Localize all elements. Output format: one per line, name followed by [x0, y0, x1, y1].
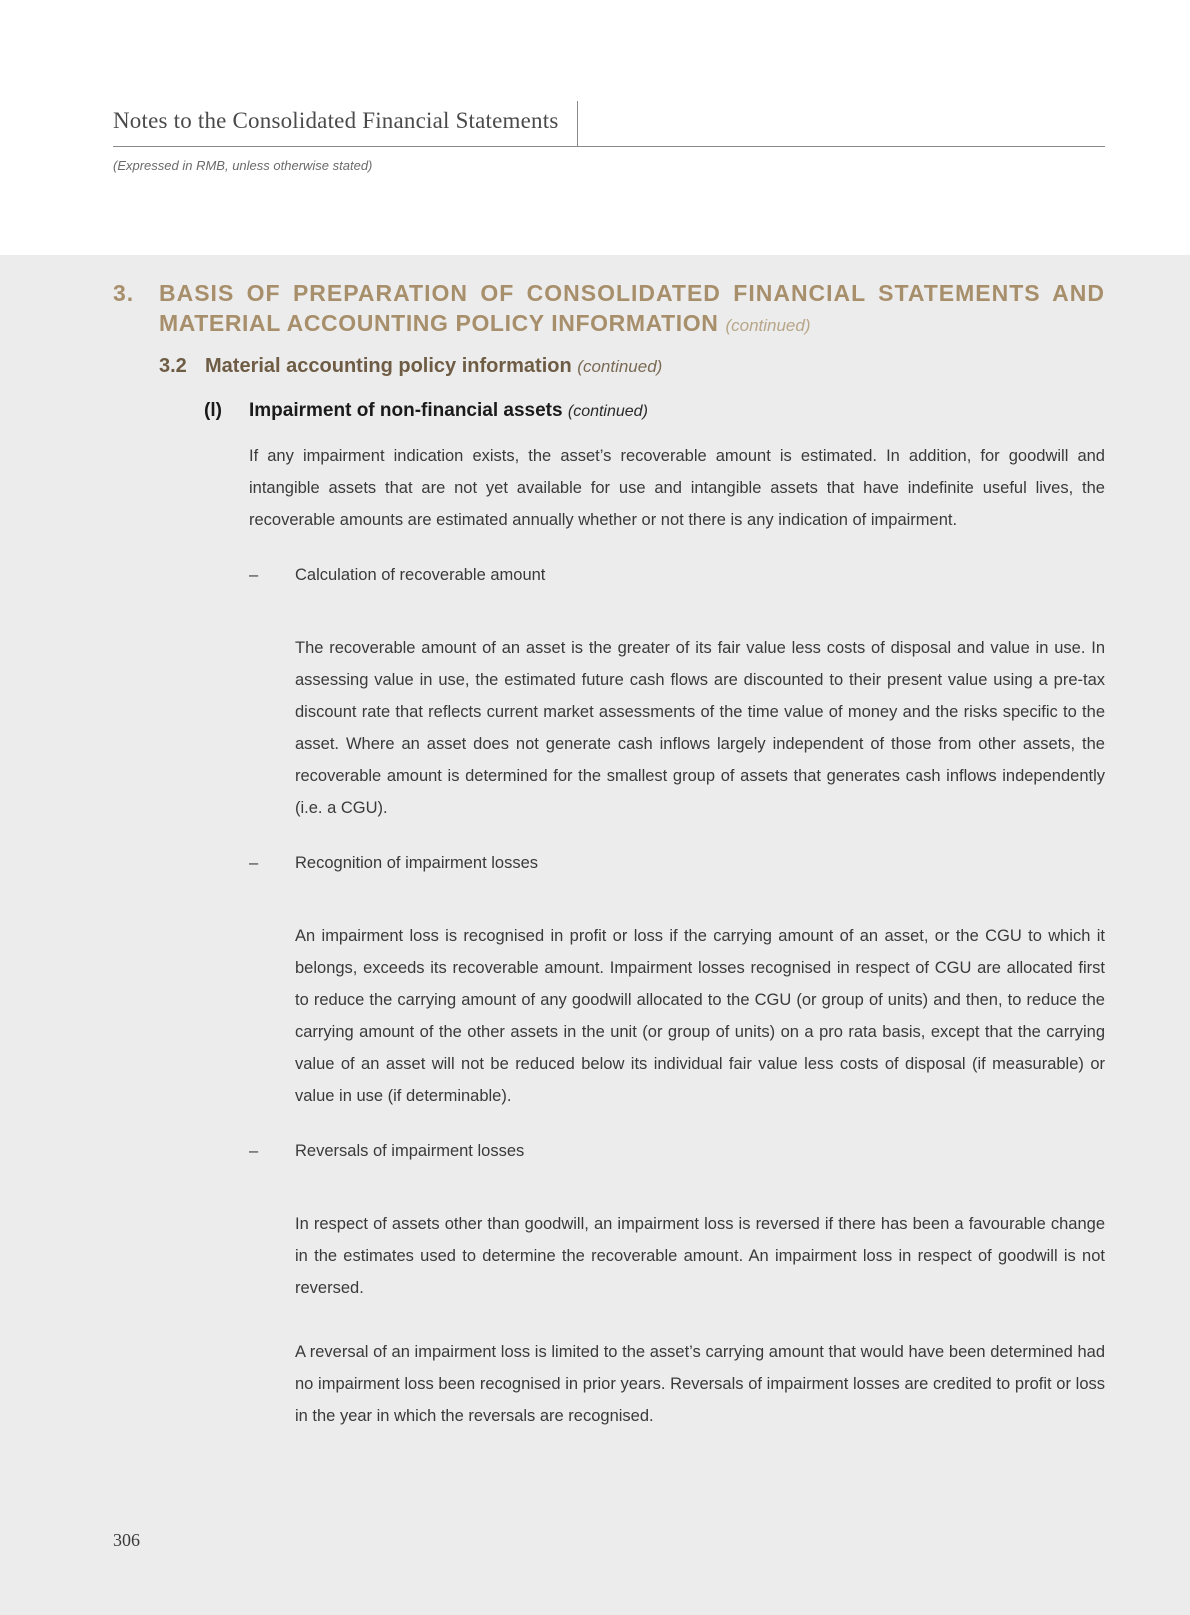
bullet-dash: –	[249, 1142, 259, 1160]
item-title: Impairment of non-financial assets	[249, 400, 563, 421]
intro-paragraph: If any impairment indication exists, the asset’s recoverable amount is estimated. In addition, for goodwill and intangible assets that are not yet available for use and intangible assets that have indefinite useful lives, the recoverable amounts are estimated annually whether or not there is any indication of impairment.	[249, 447, 1105, 529]
paragraph-recognition: An impairment loss is recognised in profit or loss if the carrying amount of an asset, or the CGU to which it belongs, exceeds its recoverable amount. Impairment losses recognised in respect of CGU are allocated first to reduce the carrying amount of any goodwill allocated to the CGU (or group of units) and then, to reduce the carrying amount of the other assets in the unit (or group of units) on a pro rata basis, except that the carrying value of an asset will not be reduced below its individual fair value less costs of disposal (if measurable) or value in use (if determinable).	[295, 927, 1105, 1105]
header-horizontal-rule	[113, 146, 1105, 147]
subsection-heading	[159, 355, 662, 378]
header-vertical-divider	[577, 101, 578, 146]
section-title-line2	[159, 310, 811, 337]
paragraph-reversals-1: In respect of assets other than goodwill, an impairment loss is reversed if there has been a favourable change in the estimates used to determine the recoverable amount. An impairment loss in respect of goodwill is not reversed.	[295, 1215, 1105, 1297]
subsection-number: 3.2	[159, 355, 187, 377]
currency-note: (Expressed in RMB, unless otherwise stated)	[113, 158, 373, 173]
bullet-title-reversals: Reversals of impairment losses	[295, 1142, 525, 1160]
item-heading	[249, 400, 648, 422]
section-number: 3.	[113, 280, 135, 306]
bullet-dash: –	[249, 566, 259, 584]
subsection-title: Material accounting policy information	[205, 355, 572, 377]
paragraph-reversals-2: A reversal of an impairment loss is limited to the asset’s carrying amount that would have been determined had no impairment loss been recognised in prior years. Reversals of impairment losses are credited to profit or loss in the year in which the reversals are recognised.	[295, 1343, 1105, 1425]
bullet-title-recognition: Recognition of impairment losses	[295, 854, 539, 872]
section-continued-label: (continued)	[725, 316, 811, 335]
bullet-dash: –	[249, 854, 259, 872]
bullet-title-calculation: Calculation of recoverable amount	[295, 566, 546, 584]
page-number: 306	[113, 1530, 140, 1550]
item-continued-label: (continued)	[567, 403, 648, 420]
running-title: Notes to the Consolidated Financial Statements	[113, 108, 559, 133]
section-title-text: MATERIAL ACCOUNTING POLICY INFORMATION	[159, 310, 719, 336]
item-letter: (l)	[204, 400, 222, 421]
page-header-band	[0, 0, 1190, 255]
section-title-line1: BASIS OF PREPARATION OF CONSOLIDATED FINANCIAL STATEMENTS AND	[159, 280, 1105, 306]
paragraph-calculation: The recoverable amount of an asset is the greater of its fair value less costs of disposal and value in use. In assessing value in use, the estimated future cash flows are discounted to their present value using a pre-tax discount rate that reflects current market assessments of the time value of money and the risks specific to the asset. Where an asset does not generate cash inflows largely independent of those from other assets, the recoverable amount is determined for the smallest group of assets that generates cash inflows independently (i.e. a CGU).	[295, 639, 1105, 817]
subsection-continued-label: (continued)	[577, 357, 663, 376]
